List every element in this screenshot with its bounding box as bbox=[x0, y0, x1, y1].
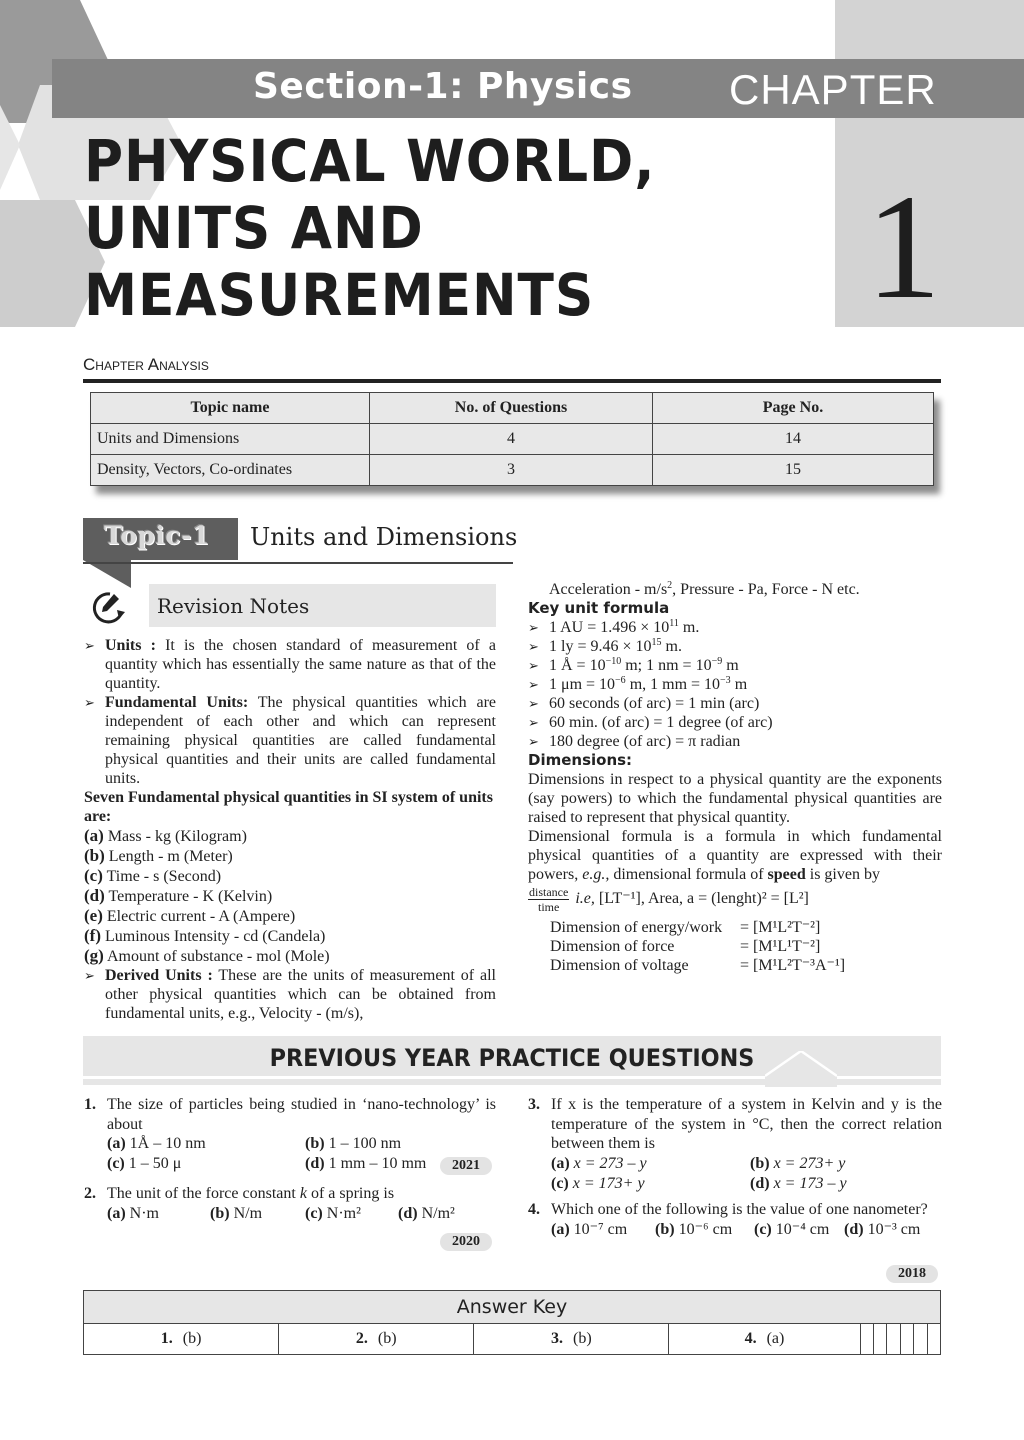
arrow-bullet-icon: ➢ bbox=[84, 638, 95, 653]
answer-key-table bbox=[83, 1290, 941, 1355]
answer-row bbox=[84, 1324, 941, 1355]
quantity-item bbox=[84, 886, 496, 906]
item-label: (c) bbox=[84, 866, 103, 885]
column-header: Topic name bbox=[91, 393, 370, 424]
text: 60 min. (of arc) = 1 degree (of arc) bbox=[549, 714, 773, 731]
text: m, 1 mm = 10 bbox=[625, 676, 721, 693]
arrow-bullet-icon: ➢ bbox=[528, 639, 539, 654]
arrow-bullet-icon: ➢ bbox=[528, 715, 539, 730]
text: m bbox=[730, 676, 748, 693]
numerator: distance bbox=[529, 885, 569, 899]
question-text bbox=[84, 1184, 496, 1204]
note-fundamental-units bbox=[84, 693, 496, 788]
arrow-bullet-icon: ➢ bbox=[528, 620, 539, 635]
quantity-item bbox=[84, 826, 496, 846]
text: of a spring is bbox=[306, 1185, 395, 1202]
formula-item bbox=[528, 637, 942, 656]
formula-item bbox=[528, 694, 942, 713]
option-text: 1 – 100 nm bbox=[328, 1135, 402, 1152]
note-term: Fundamental Units: bbox=[105, 694, 249, 711]
chapter-label: CHAPTER bbox=[729, 66, 937, 113]
answer-number: 2. bbox=[355, 1330, 368, 1347]
questions-cell: 4 bbox=[370, 424, 653, 455]
formula-item bbox=[528, 713, 942, 732]
dimensions-paragraph: Dimensions in respect to a physical quantity are the exponents (say powers) to which the fundamental physical quantities are raised to represent that physical quantity. bbox=[528, 771, 942, 826]
topic-tab-label: Topic-1 bbox=[104, 521, 210, 550]
chapter-analysis-heading: Chapter Analysis bbox=[83, 355, 209, 374]
pyq-title: PREVIOUS YEAR PRACTICE QUESTIONS bbox=[269, 1044, 755, 1072]
questions-cell: 3 bbox=[370, 455, 653, 486]
chapter-analysis-table bbox=[90, 392, 934, 486]
dimension-value: = [M¹L²T⁻²] bbox=[740, 919, 821, 936]
dimension-value: = [M¹L¹T⁻²] bbox=[740, 938, 821, 955]
question-2 bbox=[84, 1184, 496, 1224]
answer-cell-empty bbox=[900, 1324, 913, 1355]
answer-cell bbox=[279, 1324, 474, 1355]
quantity-item bbox=[84, 946, 496, 966]
item-label: (e) bbox=[84, 906, 103, 925]
note-text: It is the chosen standard of measurement of a quantity which has essentially the same nature as that of the quantity. bbox=[105, 637, 496, 692]
text: e.g., bbox=[582, 866, 610, 883]
table-row bbox=[91, 424, 934, 455]
option-label: (c) bbox=[754, 1220, 772, 1238]
option-text: 10⁻⁶ cm bbox=[678, 1220, 733, 1238]
option-text: x = 273+ y bbox=[773, 1154, 846, 1172]
question-text: The size of particles being studied in ‘nano-technology’ is about bbox=[107, 1096, 496, 1133]
item-label: (b) bbox=[84, 846, 105, 865]
option-text: 10⁻⁴ cm bbox=[775, 1220, 830, 1238]
option-label: (d) bbox=[844, 1220, 864, 1238]
note-units bbox=[84, 636, 496, 693]
option-text: 1 – 50 μ bbox=[128, 1155, 182, 1172]
text: m. bbox=[661, 638, 682, 655]
option-text: N·m bbox=[129, 1204, 159, 1222]
arrow-bullet-icon: ➢ bbox=[528, 677, 539, 692]
chapter-title bbox=[84, 128, 705, 329]
text: 1 ly = 9.46 × 10 bbox=[549, 638, 652, 655]
topic-title: Units and Dimensions bbox=[250, 523, 518, 551]
chapter-title-line: PHYSICAL WORLD, bbox=[84, 127, 656, 195]
dimensions-heading: Dimensions: bbox=[528, 751, 633, 769]
options-row bbox=[528, 1154, 942, 1174]
note-term: Units : bbox=[105, 637, 156, 654]
quantity-item bbox=[84, 926, 496, 946]
notes-left-column bbox=[84, 636, 496, 1023]
superscript: −6 bbox=[615, 675, 626, 686]
question-number: 2. bbox=[84, 1185, 96, 1202]
option-text: 10⁻⁷ cm bbox=[573, 1220, 628, 1238]
question-3 bbox=[528, 1095, 942, 1194]
option-text: N/m² bbox=[421, 1204, 455, 1222]
arrow-bullet-icon: ➢ bbox=[528, 696, 539, 711]
answer-value: (a) bbox=[766, 1330, 785, 1347]
quantity-item bbox=[84, 866, 496, 886]
item-label: (g) bbox=[84, 946, 104, 965]
option-label: (b) bbox=[210, 1204, 230, 1222]
superscript: 11 bbox=[669, 618, 679, 629]
text: m; 1 nm = 10 bbox=[621, 657, 712, 674]
page-cell: 15 bbox=[653, 455, 934, 486]
year-badge: 2018 bbox=[886, 1265, 938, 1283]
speed-formula bbox=[528, 885, 942, 914]
text: 1 Å = 10 bbox=[549, 657, 606, 674]
formula-item bbox=[528, 675, 942, 694]
answer-cell bbox=[474, 1324, 669, 1355]
text: , Pressure - Pa, Force - N etc. bbox=[672, 581, 860, 598]
dimension-row bbox=[528, 937, 942, 956]
item-text: Amount of substance - mol (Mole) bbox=[106, 948, 330, 965]
table-header-row bbox=[91, 393, 934, 424]
text: k bbox=[299, 1185, 307, 1202]
year-badge: 2020 bbox=[440, 1233, 492, 1251]
item-label: (d) bbox=[84, 886, 105, 905]
formula-item bbox=[528, 618, 942, 637]
options-row bbox=[528, 1174, 942, 1194]
option-label: (c) bbox=[305, 1204, 323, 1222]
column-header: Page No. bbox=[653, 393, 934, 424]
question-text: Which one of the following is the value of one nanometer? bbox=[551, 1201, 928, 1218]
option-text: N·m² bbox=[326, 1204, 361, 1222]
revision-pencil-icon bbox=[88, 588, 128, 628]
chapter-number: 1 bbox=[866, 164, 941, 330]
note-text: These are the units of measurement of all other physical quantities which can be obtained from fundamental units, e.g., Velocity - (m/s), bbox=[105, 967, 496, 1022]
answer-cell-empty bbox=[860, 1324, 873, 1355]
item-text: Time - s (Second) bbox=[106, 868, 222, 885]
answer-number: 4. bbox=[744, 1330, 757, 1347]
item-text: Luminous Intensity - cd (Candela) bbox=[104, 928, 326, 945]
table-row bbox=[91, 455, 934, 486]
chapter-title-line: MEASUREMENTS bbox=[84, 261, 595, 329]
fraction bbox=[528, 885, 569, 914]
dimension-value: = [M¹L²T⁻³A⁻¹] bbox=[740, 957, 846, 974]
chapter-title-line: UNITS AND bbox=[84, 194, 424, 262]
options-row bbox=[528, 1220, 942, 1240]
arrow-bullet-icon: ➢ bbox=[528, 658, 539, 673]
option-label: (a) bbox=[551, 1220, 570, 1238]
derived-continuation bbox=[528, 580, 942, 599]
option-text: 1Å – 10 nm bbox=[129, 1135, 206, 1152]
option-label: (b) bbox=[750, 1154, 770, 1172]
item-text: Electric current - A (Ampere) bbox=[106, 908, 296, 925]
option-text: x = 173 – y bbox=[773, 1174, 847, 1192]
divider bbox=[83, 379, 941, 383]
text: 1 AU = 1.496 × 10 bbox=[549, 619, 670, 636]
text: m. bbox=[678, 619, 700, 636]
text: Acceleration - m/s bbox=[549, 581, 668, 598]
dimension-label: Dimension of energy/work bbox=[550, 919, 723, 936]
text: 180 degree (of arc) = π radian bbox=[549, 733, 741, 750]
arrow-bullet-icon: ➢ bbox=[528, 734, 539, 749]
answer-value: (b) bbox=[572, 1330, 592, 1347]
text: speed bbox=[767, 866, 806, 883]
option-label: (c) bbox=[551, 1174, 569, 1192]
answer-cell-empty bbox=[887, 1324, 900, 1355]
answer-cell-empty bbox=[914, 1324, 927, 1355]
denominator: time bbox=[538, 900, 560, 914]
options-row bbox=[84, 1204, 496, 1224]
option-label: (a) bbox=[107, 1204, 126, 1222]
option-text: 1 mm – 10 mm bbox=[328, 1155, 427, 1172]
text: Dimensional formula is a formula in which fundamental physical quantities of a quantity are expressed with their powers, bbox=[528, 828, 942, 883]
answer-number: 1. bbox=[160, 1330, 173, 1347]
dimensional-formula-paragraph bbox=[528, 827, 942, 884]
item-label: (f) bbox=[84, 926, 101, 945]
options-row bbox=[84, 1134, 496, 1154]
item-text: Length - m (Meter) bbox=[108, 848, 233, 865]
arrow-bullet-icon: ➢ bbox=[84, 695, 95, 710]
question-number: 1. bbox=[84, 1096, 96, 1113]
option-text: x = 173+ y bbox=[572, 1174, 645, 1192]
answer-value: (b) bbox=[377, 1330, 397, 1347]
text: The unit of the force constant bbox=[107, 1185, 300, 1202]
question-number: 4. bbox=[528, 1201, 540, 1218]
note-derived-units bbox=[84, 966, 496, 1023]
answer-cell-empty bbox=[927, 1324, 940, 1355]
answer-cell-empty bbox=[873, 1324, 886, 1355]
options-row bbox=[84, 1154, 496, 1174]
option-label: (d) bbox=[398, 1204, 418, 1222]
item-label: (a) bbox=[84, 826, 104, 845]
option-text: N/m bbox=[233, 1204, 263, 1222]
answer-key-title: Answer Key bbox=[84, 1291, 941, 1324]
revision-notes-label: Revision Notes bbox=[157, 594, 310, 618]
superscript: −9 bbox=[711, 656, 723, 667]
notes-right-column bbox=[528, 580, 942, 975]
superscript: 2 bbox=[667, 580, 673, 591]
text: 1 μm = 10 bbox=[549, 676, 616, 693]
column-header: No. of Questions bbox=[370, 393, 653, 424]
divider bbox=[83, 562, 513, 564]
note-term: Derived Units : bbox=[105, 967, 213, 984]
option-text: 10⁻³ cm bbox=[867, 1220, 921, 1238]
option-label: (d) bbox=[305, 1155, 325, 1172]
question-4 bbox=[528, 1200, 942, 1240]
option-text: x = 273 – y bbox=[573, 1154, 647, 1172]
option-label: (d) bbox=[750, 1174, 770, 1192]
year-badge: 2021 bbox=[440, 1157, 492, 1175]
topic-cell: Units and Dimensions bbox=[91, 424, 370, 455]
question-number: 3. bbox=[528, 1096, 540, 1113]
topic-flag bbox=[83, 560, 131, 588]
option-label: (c) bbox=[107, 1155, 125, 1172]
section-title: Section-1: Physics bbox=[253, 66, 633, 107]
text: [LT⁻¹], Area, a = (lenght)² = [L²] bbox=[594, 890, 809, 908]
key-unit-formula-heading: Key unit formula bbox=[528, 599, 670, 617]
text: m bbox=[722, 657, 739, 674]
answer-number: 3. bbox=[550, 1330, 563, 1347]
text: dimensional formula of bbox=[609, 866, 768, 883]
topic-cell: Density, Vectors, Co-ordinates bbox=[91, 455, 370, 486]
option-label: (b) bbox=[305, 1135, 325, 1152]
option-label: (a) bbox=[107, 1135, 126, 1152]
note-text: The physical quantities which are independent of each other and which can represent remaining physical quantities are called fundamental physical quantities and their units are called fundamental units. bbox=[105, 694, 496, 787]
question-text: If x is the temperature of a system in Kelvin and y is the temperature of the system in °C, then the correct relation between them is bbox=[551, 1096, 942, 1152]
quantity-item bbox=[84, 906, 496, 926]
option-label: (a) bbox=[551, 1154, 570, 1172]
dimension-row bbox=[528, 918, 942, 937]
text: i.e, bbox=[575, 890, 595, 908]
formula-item bbox=[528, 732, 942, 751]
dimension-label: Dimension of voltage bbox=[550, 957, 689, 974]
quantity-item bbox=[84, 846, 496, 866]
item-text: Temperature - K (Kelvin) bbox=[108, 888, 273, 905]
answer-value: (b) bbox=[182, 1330, 202, 1347]
superscript: −3 bbox=[720, 675, 731, 686]
dimension-row bbox=[528, 956, 942, 975]
text: is given by bbox=[805, 866, 880, 883]
answer-cell bbox=[84, 1324, 279, 1355]
page-cell: 14 bbox=[653, 424, 934, 455]
seven-quantities-heading: Seven Fundamental physical quantities in SI system of units are: bbox=[84, 789, 493, 825]
item-text: Mass - kg (Kilogram) bbox=[107, 828, 247, 845]
superscript: 15 bbox=[651, 637, 662, 648]
arrow-bullet-icon: ➢ bbox=[84, 968, 95, 983]
dimension-label: Dimension of force bbox=[550, 938, 675, 955]
superscript: −10 bbox=[605, 656, 622, 667]
answer-cell bbox=[669, 1324, 860, 1355]
formula-item bbox=[528, 656, 942, 675]
option-label: (b) bbox=[655, 1220, 675, 1238]
text: 60 seconds (of arc) = 1 min (arc) bbox=[549, 695, 760, 712]
question-1 bbox=[84, 1095, 496, 1174]
